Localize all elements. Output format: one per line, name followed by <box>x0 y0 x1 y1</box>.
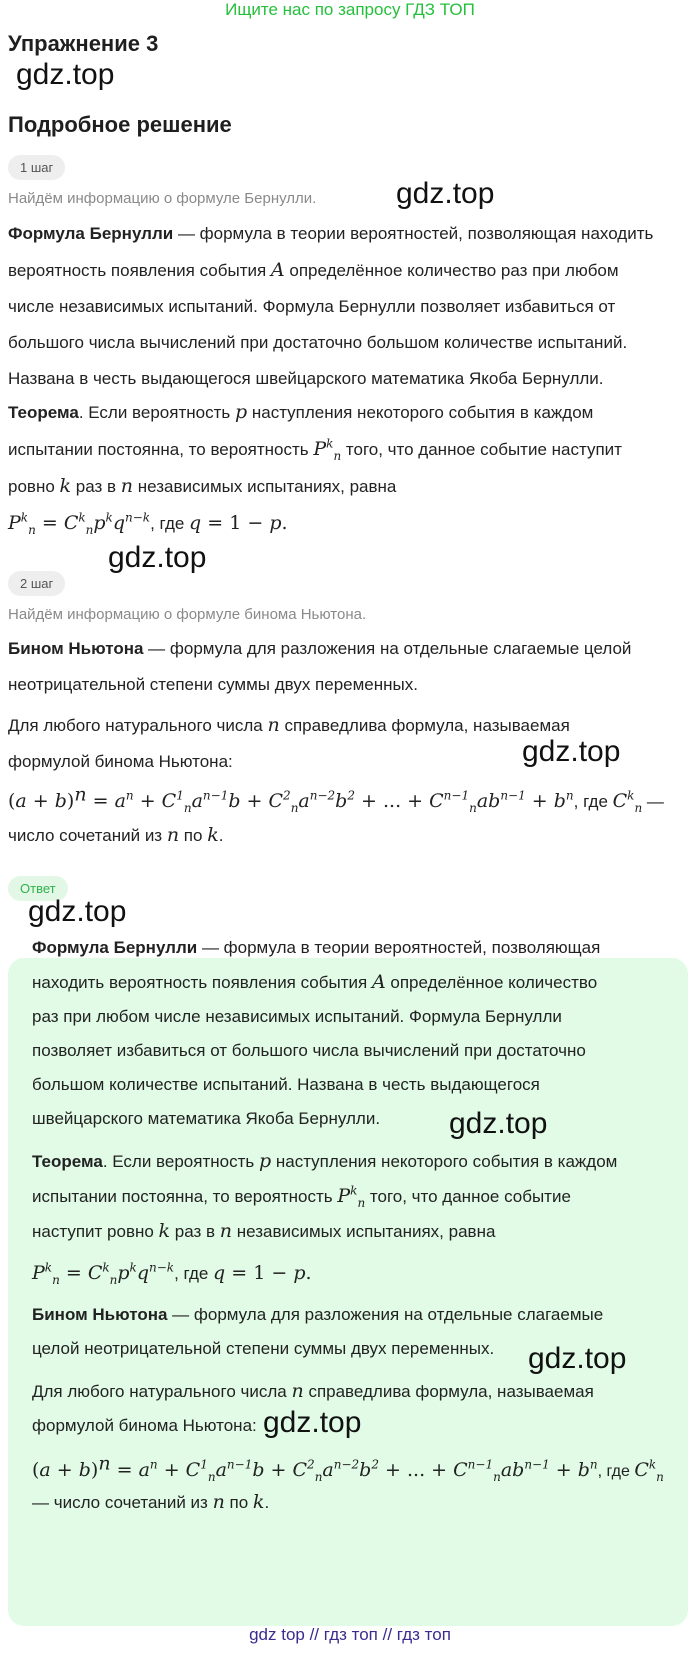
bernoulli-term: Формула Бернулли <box>32 938 198 957</box>
answer-theorem: Теорема. Если вероятность p наступления некоторого события в каждом испытании постоянна, то вероятность $P^k_n$ того, что данное событие наступит ровно k раз в n независимых испытаниях, равна <box>32 1150 618 1242</box>
answer-bernoulli: Формула Бернулли — формула в теории вероятностей, позволяющая находить вероятность появления события A определённое количество раз при любом числе независимых испытаний. Формула Бернулли позволяет избавиться от большого числа вычислений при достаточно большом количестве испытаний. Названа в честь выдающегося швейцарского математика Якоба Бернулли. <box>32 931 672 1136</box>
text: наступления некоторого события в каждом <box>271 1152 618 1171</box>
text: большом количестве испытаний. Названа в честь выдающегося <box>32 1075 540 1094</box>
math-var: n <box>120 475 133 497</box>
bernoulli-theorem <box>8 394 692 505</box>
text: числе независимых испытаний. Формула Бернулли позволяет избавиться от <box>8 297 616 316</box>
text: раз при любом числе независимых испытаний. Формула Бернулли <box>32 1007 562 1026</box>
watermark: gdz.top <box>528 1342 627 1375</box>
answer-binomial-intro: Для любого натурального числа n справедлива формула, называемая формулой бинома Ньютона: <box>32 1374 672 1443</box>
text: позволяет избавиться от большого числа вычислений при достаточно <box>32 1041 586 1060</box>
text: формулой бинома Ньютона: <box>8 752 233 771</box>
text: — число сочетаний из <box>32 1493 213 1512</box>
math-var: k <box>59 475 72 497</box>
text: большого числа вычислений при достаточно большом количестве испытаний. <box>8 333 628 352</box>
text: определённое количество раз при любом <box>284 261 619 280</box>
exercise-title: Упражнение 3 <box>8 31 159 56</box>
bernoulli-formula: $P^k_n = C^k_np^kq^{n-k}$, где q = 1 − p. <box>8 510 288 537</box>
text: Названа в честь выдающегося швейцарского математика Якоба Бернулли. <box>8 369 604 388</box>
text: испытании постоянна, то вероятность <box>32 1187 338 1206</box>
theorem-term: Теорема <box>32 1152 103 1171</box>
binomial-definition <box>8 631 692 703</box>
binomial-term: Бином Ньютона <box>32 1305 168 1324</box>
math-var: p <box>234 401 248 423</box>
answer-badge: Ответ <box>8 876 68 901</box>
watermark: gdz.top <box>449 1107 548 1140</box>
text: швейцарского математика Якоба Бернулли. <box>32 1109 381 1128</box>
text: определённое количество <box>385 973 598 992</box>
text: число сочетаний из <box>8 826 167 845</box>
watermark: gdz.top <box>396 177 495 210</box>
text: раз в <box>170 1222 220 1241</box>
text: неотрицательной степени суммы двух переменных. <box>8 675 418 694</box>
binomial-intro: Для любого натурального числа n справедлива формула, называемая формулой бинома Ньютона: <box>8 707 692 780</box>
watermark: gdz.top <box>522 735 621 768</box>
math-pnk: $P^k_n$ <box>313 436 342 463</box>
text: , где <box>597 1463 635 1480</box>
text: Для любого натурального числа <box>32 1382 292 1401</box>
text: , где <box>150 514 190 533</box>
text: формулой бинома Ньютона: <box>32 1416 257 1435</box>
watermark: gdz.top <box>108 541 207 574</box>
text: — формула для разложения на отдельные слагаемые <box>167 1305 604 1324</box>
text: — формула в теории вероятностей, позволяющая <box>197 938 601 957</box>
combination-note: число сочетаний из n по k. <box>8 824 224 846</box>
text: справедлива формула, называемая <box>303 1382 594 1401</box>
bernoulli-definition <box>8 216 692 397</box>
text: — формула для разложения на отдельные слагаемые целой <box>143 639 632 658</box>
step-1-badge: 1 шаг <box>8 155 65 180</box>
answer-binomial-formula: $(a + b)^n = a^n + C^1_na^{n-1}b + C^2_na^{n-2}b^2$ + ... + $C^{n-1}_nab^{n-1} + b^n$, где $C^k_n$ <box>32 1452 664 1484</box>
text: по <box>179 826 208 845</box>
binomial-formula: $(a + b)^n = a^n + C^1_na^{n-1}b + C^2_na^{n-2}b^2$ + ... + $C^{n-1}_nab^{n-1} + b^n$, где $C^k_n$ — <box>8 783 664 815</box>
text: . Если вероятность <box>102 1152 259 1171</box>
text: по <box>224 1493 253 1512</box>
text: вероятность появления события <box>8 261 271 280</box>
text: . <box>218 826 224 845</box>
text: наступления некоторого события в каждом <box>247 403 594 422</box>
text: наступит ровно <box>32 1222 159 1241</box>
watermark: gdz.top <box>263 1406 362 1439</box>
watermark: gdz.top <box>28 895 127 928</box>
binomial-term: Бином Ньютона <box>8 639 144 658</box>
text: — <box>642 792 664 811</box>
search-banner: Ищите нас по запросу ГДЗ ТОП <box>225 0 475 19</box>
text: находить вероятность появления события <box>32 973 372 992</box>
step-1-hint: Найдём информацию о формуле Бернулли. <box>8 190 317 207</box>
text: , где <box>573 792 613 811</box>
text: . <box>264 1493 270 1512</box>
answer-combination-note: — число сочетаний из n по k. <box>32 1491 270 1513</box>
text: . Если вероятность <box>78 403 235 422</box>
text: ровно <box>8 477 60 496</box>
footer-links[interactable]: gdz top // гдз топ // гдз топ <box>249 1625 451 1644</box>
answer-bernoulli-formula: $P^k_n = C^k_np^kq^{n-k}$, где q = 1 − p. <box>32 1260 312 1287</box>
text: справедлива формула, называемая <box>279 716 570 735</box>
theorem-term: Теорема <box>8 403 79 422</box>
text: того, что данное событие <box>365 1187 571 1206</box>
watermark: gdz.top <box>16 58 115 91</box>
text: целой неотрицательной степени суммы двух переменных. <box>32 1339 495 1358</box>
text: независимых испытаниях, равна <box>232 1222 496 1241</box>
text: , где <box>174 1264 214 1283</box>
step-2-hint: Найдём информацию о формуле бинома Ньютона. <box>8 606 367 623</box>
text: раз в <box>71 477 121 496</box>
text: испытании постоянна, то вероятность <box>8 440 314 459</box>
step-2-badge: 2 шаг <box>8 571 65 596</box>
solution-heading: Подробное решение <box>8 112 232 137</box>
text: Для любого натурального числа <box>8 716 268 735</box>
text: независимых испытаниях, равна <box>133 477 397 496</box>
text: того, что данное событие наступит <box>341 440 622 459</box>
bernoulli-term: Формула Бернулли <box>8 224 174 243</box>
text: — формула в теории вероятностей, позволяющая находить <box>173 224 654 243</box>
math-var: A <box>270 259 285 281</box>
